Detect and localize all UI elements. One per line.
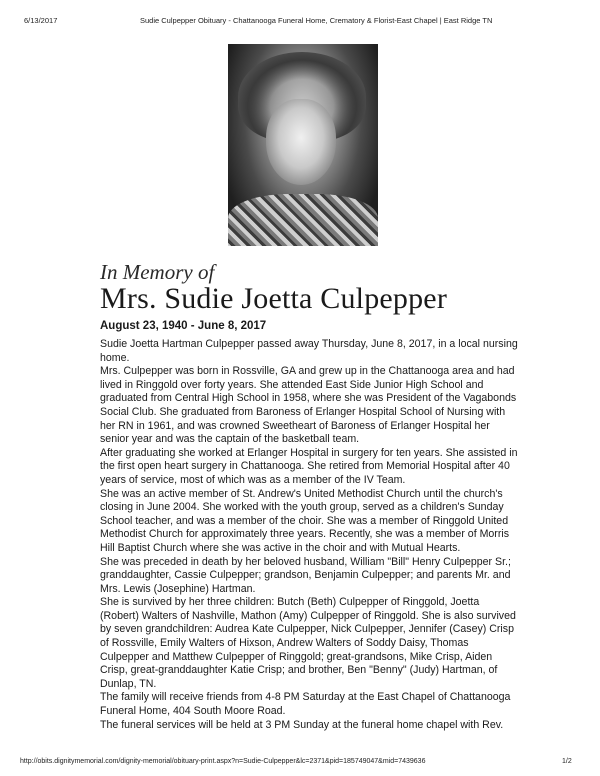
obituary-paragraph: She was preceded in death by her beloved husband, William "Bill" Henry Culpepper Sr.; granddaughter, Cassie Culpepper; grandson, Benjamin Culpepper; and parents Mr. and Mrs. Lewis (Josephine) Hartman. <box>100 555 511 595</box>
obituary-paragraph: The funeral services will be held at 3 PM Sunday at the funeral home chapel with Rev. <box>100 718 504 731</box>
obituary-text <box>100 338 520 732</box>
photo-face-shape <box>266 99 336 185</box>
print-url: http://obits.dignitymemorial.com/dignity-memorial/obituary-print.aspx?n=Sudie-Culpepper&lc=2371&pid=185749047&mid=7439636 <box>20 758 426 765</box>
in-memory-heading: In Memory of <box>100 260 215 284</box>
obituary-paragraph: She was an active member of St. Andrew's United Methodist Church until the church's closing in June 2004. She worked with the youth group, served as a children's Sunday School teacher, and was a member of the choir. She was a member of Ringgold United Methodist Church for approximately three years. Recently, she was a member of Morris Hill Baptist Church where she was active in the choir and with Mutual Hearts. <box>100 487 509 554</box>
deceased-name: Mrs. Sudie Joetta Culpepper <box>100 282 448 315</box>
print-date: 6/13/2017 <box>24 16 58 25</box>
obituary-paragraph: After graduating she worked at Erlanger Hospital in surgery for ten years. She assisted in the first open heart surgery in Chattanooga. She retired from Memorial Hospital after 40 years of service, most of which was as a member of the IV Team. <box>100 446 518 486</box>
print-page-title: Sudie Culpepper Obituary - Chattanooga Funeral Home, Crematory & Florist-East Chapel | East Ridge TN <box>140 16 493 25</box>
page-number: 1/2 <box>562 758 572 765</box>
life-dates: August 23, 1940 - June 8, 2017 <box>100 320 267 332</box>
obituary-paragraph: Mrs. Culpepper was born in Rossville, GA and grew up in the Chattanooga area and had lived in Ringgold over forty years. She attended East Side Junior High School and graduated from Central High School in 1958, where she was President of the Vagabonds Social Club. She graduated from Baroness of Erlanger Hospital School of Nursing with her RN in 1961, and was crowned Sweetheart of Baroness of Erlanger Hospital her senior year and was the captain of the basketball team. <box>100 365 517 446</box>
photo-shoulders-shape <box>228 194 378 246</box>
portrait-photo <box>228 44 378 246</box>
obituary-paragraph: Sudie Joetta Hartman Culpepper passed away Thursday, June 8, 2017, in a local nursing home. <box>100 338 518 364</box>
obituary-paragraph: The family will receive friends from 4-8 PM Saturday at the East Chapel of Chattanooga Funeral Home, 404 South Moore Road. <box>100 691 511 718</box>
obituary-paragraph: She is survived by her three children: Butch (Beth) Culpepper of Ringgold, Joetta (Robert) Walters of Nashville, Mathon (Amy) Culpepper of Ringgold. She is also survived by seven grandchildren: Audrea Kate Culpepper, Nick Culpepper, Jennifer (Casey) Crisp of Rossville, Emily Walters of Hixson, Andrew Walters of Soddy Daisy, Thomas Culpepper and Matthew Culpepper of Ringgold; great-grandsons, Mike Crisp, Aiden Crisp, great-granddaughter Katie Crisp; and brother, Ben "Benny" (Judy) Hartman, of Dunlap, TN. <box>100 596 516 690</box>
